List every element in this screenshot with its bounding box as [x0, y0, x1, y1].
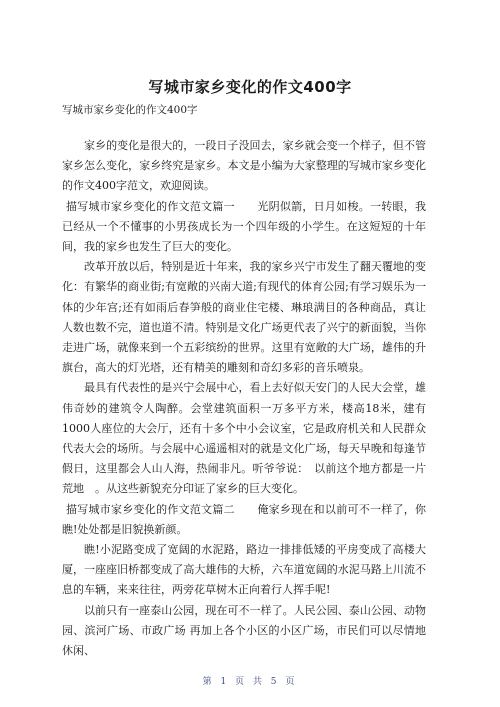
paragraph: 以前只有一座泰山公园，现在可不一样了。人民公园、泰山公园、动物园、滨河广场、市政广场 再加上各个小区的小区广场，市民们可以尽情地休闲、 — [62, 603, 426, 658]
section-heading-paragraph: 描写城市家乡变化的作文范文篇一 光阴似箭，日月如梭。一转眼，我已经从一个不懂事的小男孩成长为一个四年级的小学生。在这短短的十年间，我的家乡也发生了巨大的变化。 — [62, 199, 426, 254]
page-footer: 第 1 页 共 5 页 — [202, 677, 298, 687]
paragraph: 家乡的变化是很大的，一段日子没回去，家乡就会变一个样子，但不管家乡怎么变化，家乡终究是家乡。本文是小编为大家整理的写城市家乡变化的作文400字范文，欢迎阅读。 — [62, 139, 426, 193]
section-heading-paragraph: 描写城市家乡变化的作文范文篇二 俺家乡现在和以前可不一样了，你瞧!处处都是旧貌换新颜。 — [62, 502, 426, 536]
paragraph: 最具有代表性的是兴宁会展中心，看上去好似天安门的人民大会堂，雄伟奇妙的建筑令人陶醉。会堂建筑面积一万多平方米，楼高18米，建有1000人座位的大会厅，还有十多个中小会议室，它是政府机关和人民群众代表大会的场所。与会展中心遥遥相对的就是文化广场，每天早晚和每逢节假日，这里都会人山人海，热闹非凡。听爷爷说： 以前这个地方都是一片荒地 。从这些新貌充分印证了家乡的巨大变化。 — [62, 381, 426, 496]
document-title: 写城市家乡变化的作文400字 — [148, 78, 352, 96]
document-subtitle: 写城市家乡变化的作文400字 — [62, 104, 198, 116]
paragraph: 瞧!小泥路变成了宽阔的水泥路，路边一排排低矮的平房变成了高楼大厦，一座座旧桥都变成了高大雄伟的大桥，六车道宽阔的水泥马路上川流不息的车辆，来来往往，两旁花草树木正向着行人挥手呢! — [62, 543, 426, 597]
document-body — [62, 136, 426, 661]
paragraph: 改革开放以后，特别是近十年来，我的家乡兴宁市发生了翻天覆地的变化：有繁华的商业街;有宽敞的兴南大道;有现代的体育公园;有学习娱乐为一体的少年宫;还有如雨后春笋般的商业住宅楼、琳琅满目的各种商品，真让人数也数不完，道也道不清。特别是文化广场更代表了兴宁的新面貌，当你走进广场，就像来到一个五彩缤纷的世界。这里有宽敞的大广场，雄伟的升旗台，高大的灯光塔，还有精美的雕刻和奇幻多彩的音乐喷泉。 — [62, 260, 426, 375]
